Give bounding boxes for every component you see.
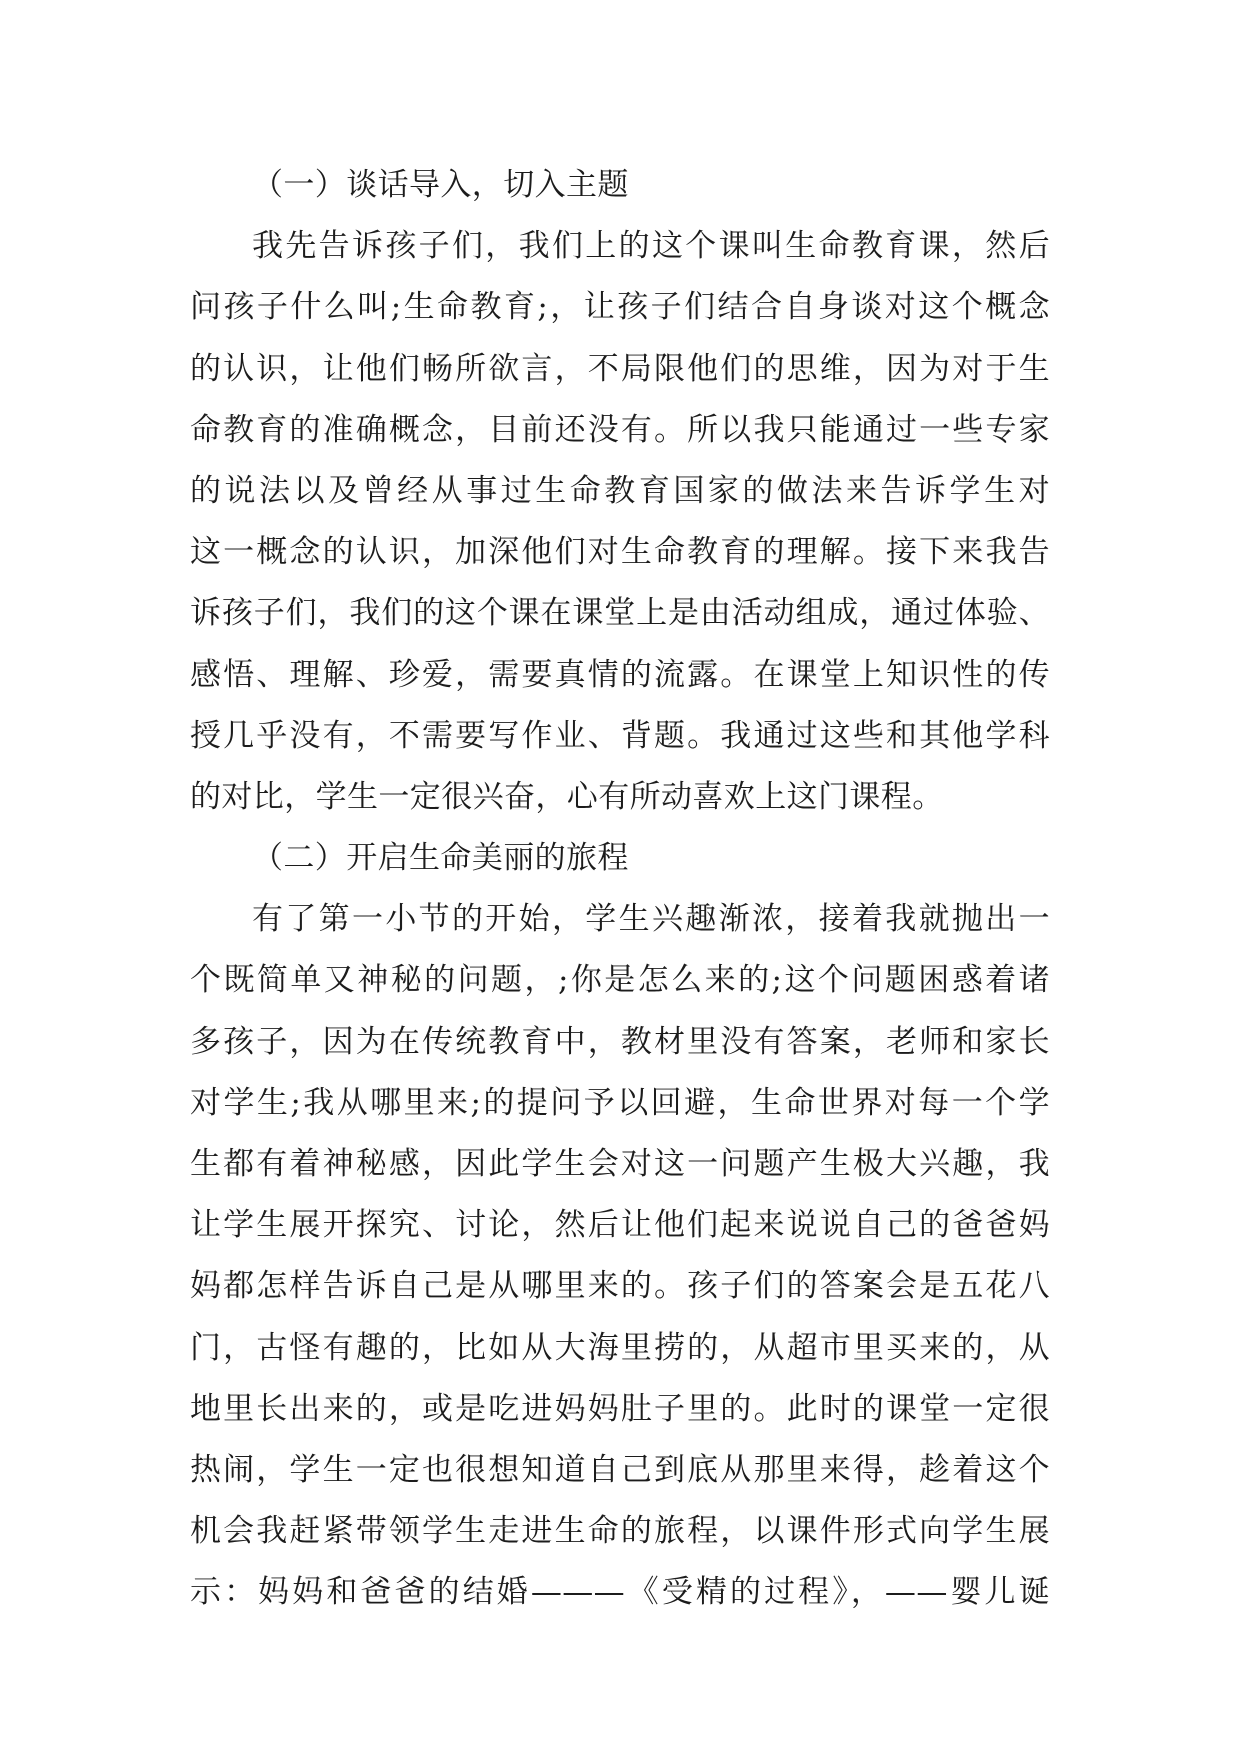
paragraph-line: 我先告诉孩子们，我们上的这个课叫生命教育课，然后	[252, 228, 1050, 265]
paragraph-line: 的对比，学生一定很兴奋，心有所动喜欢上这门课程。	[190, 778, 944, 815]
paragraph-line: 的说法以及曾经从事过生命教育国家的做法来告诉学生对	[190, 472, 1050, 509]
paragraph-line: 命教育的准确概念，目前还没有。所以我只能通过一些专家	[190, 411, 1050, 448]
paragraph-line: 问孩子什么叫;生命教育;，让孩子们结合自身谈对这个概念	[190, 289, 1050, 326]
paragraph-line: 对学生;我从哪里来;的提问予以回避，生命世界对每一个学	[190, 1084, 1050, 1121]
paragraph-2	[190, 889, 1050, 1623]
paragraph-line: 示：妈妈和爸爸的结婚———《受精的过程》，——婴儿诞	[190, 1574, 1050, 1611]
paragraph-line: 有了第一小节的开始，学生兴趣渐浓，接着我就抛出一	[252, 901, 1050, 938]
paragraph-line: 让学生展开探究、讨论，然后让他们起来说说自己的爸爸妈	[190, 1207, 1050, 1244]
paragraph-1	[190, 216, 1050, 828]
paragraph-line: 门，古怪有趣的，比如从大海里捞的，从超市里买来的，从	[190, 1329, 1050, 1366]
paragraph-line: 的认识，让他们畅所欲言，不局限他们的思维，因为对于生	[190, 350, 1050, 387]
section-heading-1: （一）谈话导入，切入主题	[252, 167, 629, 203]
paragraph-line: 诉孩子们，我们的这个课在课堂上是由活动组成，通过体验、	[190, 595, 1050, 632]
paragraph-line: 授几乎没有，不需要写作业、背题。我通过这些和其他学科	[190, 717, 1050, 754]
section-heading-2: （二）开启生命美丽的旅程	[252, 840, 629, 877]
paragraph-line: 感悟、理解、珍爱，需要真情的流露。在课堂上知识性的传	[190, 656, 1050, 693]
paragraph-line: 热闹，学生一定也很想知道自己到底从那里来得，趁着这个	[190, 1451, 1050, 1488]
paragraph-line: 多孩子，因为在传统教育中，教材里没有答案，老师和家长	[190, 1023, 1050, 1060]
paragraph-line: 个既简单又神秘的问题，;你是怎么来的;这个问题困惑着诸	[190, 962, 1050, 999]
paragraph-line: 生都有着神秘感，因此学生会对这一问题产生极大兴趣，我	[190, 1146, 1050, 1182]
paragraph-line: 这一概念的认识，加深他们对生命教育的理解。接下来我告	[190, 534, 1050, 571]
document-body	[190, 155, 1050, 1624]
paragraph-line: 机会我赶紧带领学生走进生命的旅程，以课件形式向学生展	[190, 1513, 1050, 1550]
paragraph-line: 地里长出来的，或是吃进妈妈肚子里的。此时的课堂一定很	[190, 1390, 1050, 1427]
paragraph-line: 妈都怎样告诉自己是从哪里来的。孩子们的答案会是五花八	[190, 1268, 1050, 1305]
